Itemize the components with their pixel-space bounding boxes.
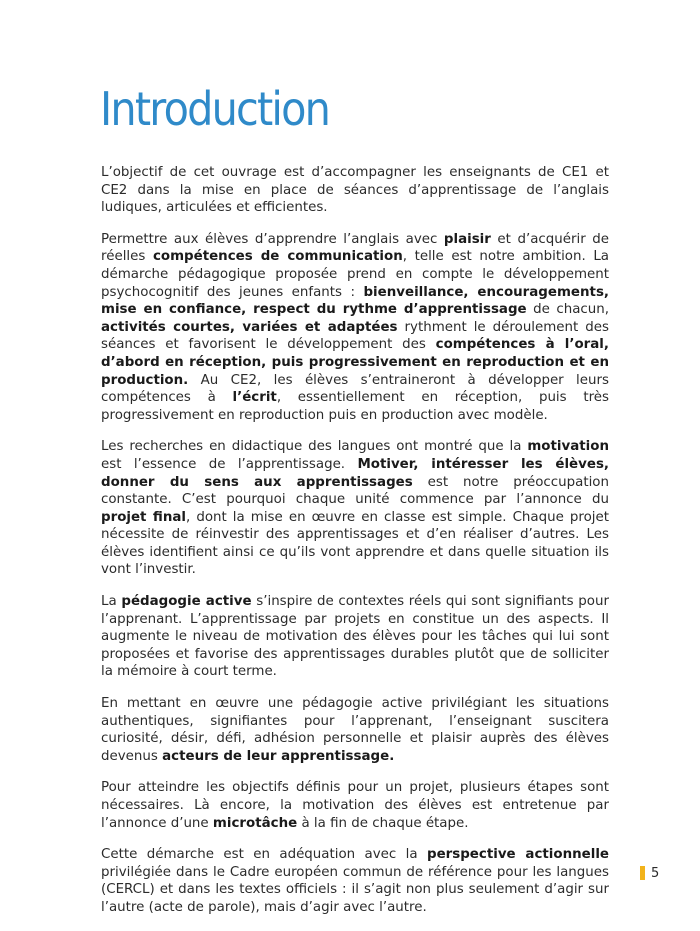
paragraph-text: est notre préoccupation constante. C’est pourquoi chaque unité commence par l’annonce du bbox=[101, 474, 609, 508]
page-marker bbox=[640, 866, 645, 880]
emphasis-text: Motiver, intéresser les élèves, donner du sens aux apprentissages bbox=[101, 456, 610, 490]
paragraph-text: à la fin de chaque étape. bbox=[297, 815, 469, 831]
emphasis-text: perspective actionnelle bbox=[426, 847, 610, 863]
paragraph-motivation bbox=[101, 438, 609, 579]
emphasis-text: activités courtes, variées et adaptées bbox=[101, 319, 398, 335]
page-title: Introduction bbox=[100, 82, 330, 136]
paragraph-text: privilégiée dans le Cadre européen commun de référence pour les langues (CERCL) et dans les textes officiels : il s’agit non plus seulement d’agir sur l’autre (acte de parole), mais d’agir avec l’autre. bbox=[101, 864, 609, 915]
paragraph-text: rythment le déroulement des séances et favorisent le développement des bbox=[101, 319, 609, 353]
body-text bbox=[101, 164, 609, 931]
paragraph-action-perspective bbox=[101, 846, 609, 916]
paragraph-text: , telle est notre ambition. La démarche pédagogique proposée prend en compte le développement psychocognitif des jeunes enfants : bbox=[101, 249, 609, 300]
emphasis-text: compétences à l’oral, d’abord en réception, puis progressivement en reproduction et en production. bbox=[101, 337, 609, 388]
paragraph-text: Pour atteindre les objectifs définis pour un projet, plusieurs étapes sont nécessaires. Là encore, la motivation des élèves est entretenue par l’annonce d’une bbox=[101, 780, 609, 831]
paragraph-text: Cette démarche est en adéquation avec la bbox=[101, 847, 427, 863]
emphasis-text: l’écrit bbox=[232, 390, 277, 406]
page-number bbox=[640, 865, 659, 881]
paragraph-text: est l’essence de l’apprentissage. bbox=[101, 456, 358, 472]
paragraph-text: s’inspire de contextes réels qui sont signifiants pour l’apprenant. L’apprentissage par projets en constitue un des aspects. Il augmente le niveau de motivation des élèves pour les tâches qui lui sont proposées et favorise des apprentissages durables plutôt que de solliciter la mémoire à court terme. bbox=[101, 594, 609, 680]
paragraph-project-steps bbox=[101, 779, 609, 832]
paragraph-authentic-situations bbox=[101, 695, 609, 765]
emphasis-text: pédagogie active bbox=[121, 594, 252, 610]
emphasis-text: motivation bbox=[527, 439, 609, 455]
paragraph-text: de chacun, bbox=[526, 302, 609, 318]
paragraph-text: , essentiellement en réception, puis très progressivement en reproduction puis en production avec modèle. bbox=[101, 390, 610, 423]
paragraph-active-pedagogy bbox=[101, 593, 609, 681]
paragraph-text: Permettre aux élèves d’apprendre l’anglais avec bbox=[101, 231, 444, 247]
paragraph-ambition bbox=[101, 231, 609, 425]
emphasis-text: projet final bbox=[101, 509, 187, 525]
paragraph-text: La bbox=[101, 594, 122, 610]
paragraph-text: L’objectif de cet ouvrage est d’accompagner les enseignants de CE1 et CE2 dans la mise en place de séances d’apprentissage de l’anglais ludiques, articulées et efficientes. bbox=[101, 165, 609, 216]
emphasis-text: compétences de communication bbox=[152, 249, 403, 265]
paragraph-text: et d’acquérir de réelles bbox=[101, 231, 610, 265]
emphasis-text: bienveillance, encouragements, mise en confiance, respect du rythme d’apprentissage bbox=[101, 284, 610, 318]
paragraph-text: En mettant en œuvre une pédagogie active privilégiant les situations authentiques, signifiantes pour l’apprenant, l’enseignant suscitera curiosité, désir, défi, adhésion personnelle et plaisir auprès des élèves devenus bbox=[101, 696, 609, 764]
emphasis-text: microtâche bbox=[212, 815, 298, 831]
paragraph-text: Au CE2, les élèves s’entraineront à développer leurs compétences à bbox=[101, 372, 609, 406]
paragraph-objective bbox=[101, 164, 609, 217]
paragraph-text: Les recherches en didactique des langues ont montré que la bbox=[101, 439, 528, 455]
emphasis-text: plaisir bbox=[443, 231, 491, 247]
paragraph-text: , dont la mise en œuvre en classe est simple. Chaque projet nécessite de réinvestir des apprentissages et d’en réaliser d’autres. Les élèves identifient ainsi ce qu’ils vont apprendre et dans quelle situation ils vont l’investir. bbox=[101, 509, 609, 578]
emphasis-text: acteurs de leur apprentissage. bbox=[162, 748, 395, 764]
page-number-text: 5 bbox=[651, 865, 660, 881]
